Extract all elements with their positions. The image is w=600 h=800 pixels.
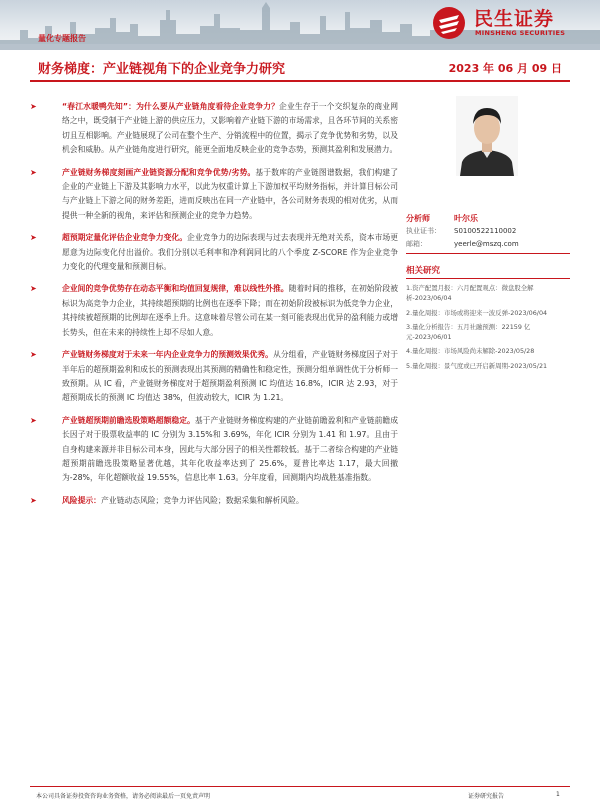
risk-paragraph [30, 494, 398, 508]
summary-paragraph [30, 231, 398, 274]
arrow-bullet-icon: ➤ [30, 415, 37, 425]
report-date: 2023 年 06 月 09 日 [448, 62, 562, 75]
paragraph-lead: 超预期定量化评估企业竞争力变化。 [62, 233, 188, 243]
brand-name-cn: 民生证券 [474, 8, 555, 30]
paragraph-body: 产业链动态风险；竞争力评估风险；数据采集和解析风险。 [100, 495, 304, 505]
cert-label: 执业证书： [406, 227, 441, 235]
related-item[interactable]: 3.量化分析报告：五月社融预测：22159 亿元-2023/06/01 [406, 322, 531, 342]
analyst-email: yeerle@mszq.com [454, 240, 519, 248]
paragraph-body: 基于产业链财务梯度构建的产业链前瞻盈利和产业链前瞻成长因子对于股票收益率的 IC 分别为 3.15%和 3.69%，年化 ICIR 分别为 1.41 和 1.97。且由于自身构建来源并非目标公司本身，因此与大部分因子的相关性都较低。基于二者综合构建的产业链超预期前瞻选股策略显著优越，其年化收益率达到了 25.6%，夏普比率达 1.17，最大回撤为-28%，年化超额收益 19.55%，信息比率 1.63。分年度看，回测期内均战胜基准指数。 [62, 415, 398, 483]
summary-column [30, 96, 398, 509]
page-number: 1 [556, 791, 560, 798]
summary-paragraph [30, 100, 398, 158]
minsheng-logo [432, 4, 582, 44]
analyst-name-row [406, 212, 570, 225]
paragraph-body: 企业竞争力的边际表现与过去表现并无绝对关系，资本市场更愿意为边际变化付出溢价。我们分别以毛利率和净利润同比的八个季度 Z-SCORE 作为企业竞争力变化的代理变量和预测目标。 [62, 233, 398, 272]
paragraph-body: 从分组看，产业链财务梯度因子对于半年后的超预期盈利和成长的预测表现出其预测的精确性和稳定性，预测分组单调性优于分析师一致预期。从 IC 看，产业链财务梯度对于超预期盈利预测 IC 均值达 16.8%，ICIR 达 2.93，对于超预期成长的预测 IC 均值达 38%，但波动较大，ICIR 为 1.21。 [62, 350, 399, 403]
related-item[interactable]: 5.量化周报：景气度或已开启新周期-2023/05/21 [406, 361, 548, 370]
paragraph-body: 基于数库的产业链图谱数据，我们构建了企业的产业链上下游及其影响力水平，以此为权重计算上下游加权平均财务指标，并计算目标公司与产业链上下游之间的财务差距，进而反映出在同一产业链中，各公司财务表现的相对优劣，从而提供一种全新的视角，来评估和预测企业的竞争力趋势。 [62, 167, 398, 220]
related-research [406, 264, 570, 375]
footer-divider [30, 786, 570, 787]
paragraph-lead: “春江水暖鸭先知”：为什么要从产业链角度看待企业竞争力？ [62, 102, 280, 111]
arrow-bullet-icon: ➤ [30, 167, 37, 177]
analyst-email-row [406, 238, 570, 251]
arrow-bullet-icon: ➤ [30, 495, 37, 505]
arrow-bullet-icon: ➤ [30, 233, 37, 243]
related-research-title: 相关研究 [406, 266, 441, 276]
analyst-info [406, 212, 570, 254]
report-title: 财务梯度：产业链视角下的企业竞争力研究 [38, 62, 286, 77]
arrow-bullet-icon: ➤ [30, 102, 37, 111]
analyst-divider [406, 253, 570, 254]
summary-paragraph [30, 282, 398, 340]
minsheng-logo-mark-icon [432, 6, 466, 40]
paragraph-lead: 企业间的竞争优势存在动态平衡和均值回复规律，难以线性外推。 [62, 284, 289, 294]
footer-brand: 证券研究报告 [468, 793, 505, 800]
summary-paragraph [30, 166, 398, 224]
arrow-bullet-icon: ➤ [30, 350, 37, 360]
analyst-name: 叶尔乐 [454, 214, 478, 223]
related-item[interactable]: 4.量化周报：市场风险尚未解除-2023/05/28 [406, 347, 535, 356]
related-divider [406, 278, 570, 279]
summary-paragraph [30, 414, 398, 486]
paragraph-body: 企业生存于一个交织复杂的商业网络之中，既受制于产业链上游的供应压力，又影响着产业链下游的市场需求，且各环节间的关系密切且互相影响。产业链展现了公司在整个生产、分销流程中的位置，揭示了竞争优势和劣势，以及机会和威胁。从产业链角度进行研究，能更全面地反映企业的竞争态势，预测其盈利和发展潜力。 [62, 102, 399, 155]
paragraph-body: 随着时间的推移，在初始阶段被标识为高竞争力企业，其持续超预期的比例也在逐季下降；而在初始阶段被标识为低竞争力企业，其持续被超预期的比例却在逐季上升。这意味着尽管公司在某一刻可能表现出优异的盈利能力或增长势头，但在未来的持续性上却不尽如人意。 [62, 284, 399, 337]
summary-paragraph [30, 348, 398, 406]
related-item[interactable]: 1.资产配置月报：六月配置观点：微盘股全解析-2023/06/04 [406, 284, 534, 303]
paragraph-lead: 产业链超预期前瞻选股策略超额稳定。 [62, 415, 195, 425]
brand-name-en: MINSHENG SECURITIES [475, 29, 566, 37]
paragraph-lead: 产业链财务梯度对于未来一年内企业竞争力的预测效果优秀。 [62, 350, 273, 360]
cert-number: S0100522110002 [454, 227, 517, 235]
email-label: 邮箱： [406, 240, 427, 248]
analyst-cert-row [406, 225, 570, 238]
related-item[interactable]: 2.量化周报：市场或将迎来一波反弹-2023/06/04 [406, 308, 548, 317]
paragraph-lead: 产业链财务梯度刻画产业链资源分配和竞争优势/劣势。 [62, 167, 256, 177]
report-category: 量化专题报告 [38, 34, 86, 43]
analyst-photo [456, 96, 518, 176]
header-divider [30, 80, 570, 82]
analyst-role-label: 分析师 [406, 214, 430, 223]
paragraph-lead: 风险提示： [62, 495, 101, 505]
footer-disclaimer: 本公司具备证券投资咨询业务资格，请务必阅读最后一页免责声明 [36, 793, 211, 800]
arrow-bullet-icon: ➤ [30, 284, 37, 294]
header-banner [0, 0, 600, 50]
